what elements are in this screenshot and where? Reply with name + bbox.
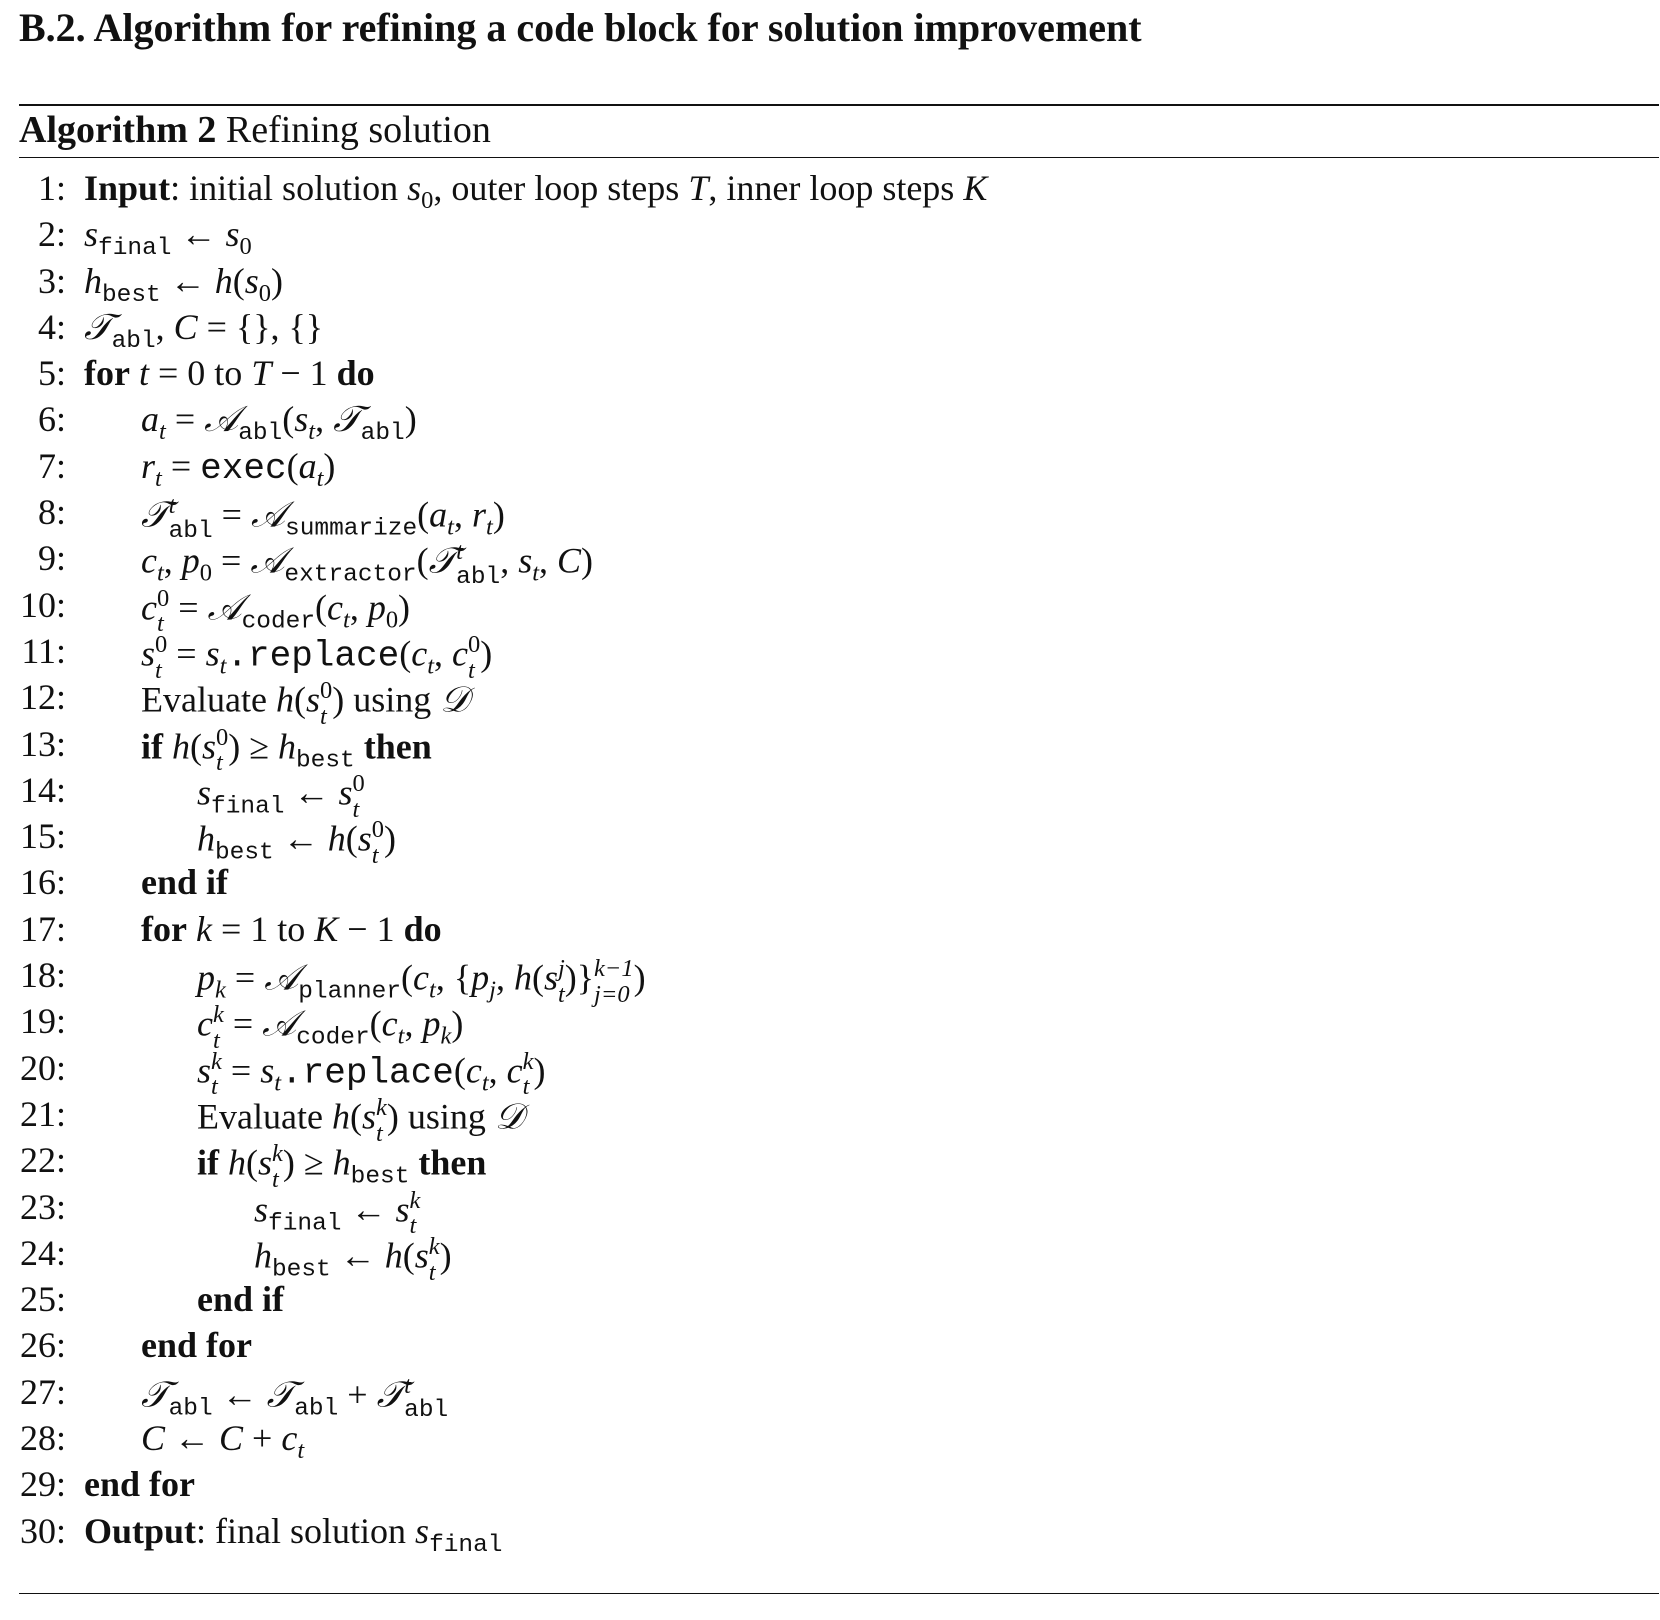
line-content: Evaluate h(s 0 t ) using 𝒟 [141,677,469,730]
line-content: $s_{final}$ ← $s_0$ [84,214,252,263]
keyword-input: Input [84,168,171,208]
line-content: 𝒯$_{abl}$ ← 𝒯$_{abl}$ + 𝒯 t abl [141,1371,449,1425]
line-content: 𝒯$_{abl}$, C = {}, {} [84,306,324,355]
line-content: 𝒯 t abl = $𝒜_{summarize}(a_t$, $r_t$) [141,492,505,545]
line-content: if h(s 0 t ) ≥ $h_{best}$ then [141,723,432,777]
line-number: 20: [19,1047,66,1088]
line-content: $c_t$, $p_0$ = 𝒜$_{extractor}$(𝒯 t abl , $s_t$, C) [141,538,594,592]
algorithm-line [0,905,1660,951]
algorithm-line [0,257,1660,309]
line-number: 6: [37,399,66,440]
algorithm-line [0,997,1660,1055]
line-number: 19: [19,1001,66,1042]
line-number: 15: [19,816,66,857]
algorithm-line [0,1507,1660,1559]
line-number: 10: [19,584,66,625]
algorithm-line [0,534,1660,592]
algorithm-title: Refining solution [225,109,491,151]
algorithm-line [0,395,1660,448]
line-content: Output: final solution $s_{final}$ [84,1510,503,1559]
line-number: 1: [37,168,66,208]
algorithm-caption [19,108,491,152]
line-content: end for [84,1464,195,1505]
line-number: 23: [19,1186,66,1227]
line-content: $a_t$ = $𝒜_{abl}(s_t$, 𝒯$_{abl}$) [141,399,417,448]
algorithm-line [0,581,1660,638]
algorithm-caption-rule [19,157,1659,158]
line-number: 7: [37,445,66,486]
line-content: $s_{final}$ ← s 0 t [197,769,365,823]
algorithm-line [0,210,1660,263]
algorithm-line [0,951,1660,1008]
line-number: 25: [19,1279,66,1320]
line-number: 24: [19,1232,66,1273]
line-content: $h_{best}$ ← h(s 0 t ) [197,816,396,869]
line-content: end if [141,862,229,903]
algorithm-line [0,1368,1660,1425]
line-number: 11: [21,630,66,671]
line-content: end if [197,1279,285,1320]
line-content: c k t = $𝒜_{coder}(c_t$, $p_k$) [197,1001,464,1055]
algorithm-line [0,164,1660,214]
algorithm-line [0,1229,1660,1286]
algorithm-line [0,1136,1660,1193]
line-content: Input: initial solution $s_0$, outer loop steps T, inner loop steps K [84,168,988,214]
line-content: for t = 0 to T − 1 do [84,353,375,394]
algorithm-line [0,766,1660,823]
algorithm-line [0,1183,1660,1240]
algorithm-line [0,858,1660,904]
algorithm-body [0,164,1660,1559]
line-number: 2: [37,214,66,255]
algorithm-line [0,1044,1660,1101]
line-number: 21: [19,1093,66,1134]
line-content: s 0 t = $s_t.replace(c_t$, c 0 t ) [141,630,493,684]
algorithm-line [0,673,1660,730]
line-number: 22: [19,1140,66,1181]
algorithm-line [0,1090,1660,1147]
line-number: 13: [19,723,66,764]
line-number: 12: [19,677,66,718]
line-number: 18: [19,955,66,996]
line-content: Evaluate h(s k t ) using 𝒟 [197,1093,524,1147]
line-content: for k = 1 to K − 1 do [141,908,442,949]
line-content: if h(s k t ) ≥ $h_{best}$ then [197,1140,487,1193]
line-content: $h_{best}$ ← $h(s_0)$ [84,260,283,309]
algorithm-line [0,442,1660,492]
line-number: 4: [37,306,66,347]
algorithm-line [0,1460,1660,1506]
section-heading: B.2. Algorithm for refining a code block for solution improvement [19,5,1142,50]
line-number: 8: [37,492,66,533]
line-number: 16: [19,862,66,903]
algorithm-line [0,1275,1660,1321]
algorithm-bottom-rule [19,1593,1659,1594]
algorithm-line [0,627,1660,684]
line-number: 3: [37,260,66,301]
line-number: 17: [19,908,66,949]
line-content: end for [141,1325,252,1366]
line-number: 14: [19,769,66,810]
line-number: 28: [19,1418,66,1459]
algorithm-line [0,1321,1660,1367]
line-content: $s_{final}$ ← s k t [254,1186,421,1240]
line-content: c 0 t = $𝒜_{coder}(c_t$, $p_0$) [141,584,411,638]
algorithm-line [0,720,1660,777]
algorithm-top-rule [19,104,1659,106]
algorithm-label: Algorithm 2 [19,109,217,151]
line-content: C ← $C + c_t$ [141,1418,305,1464]
keyword-output: Output [84,1510,197,1551]
line-content: s k t = $s_t.replace(c_t$, c k t ) [197,1047,546,1101]
line-content: $h_{best}$ ← h(s k t ) [254,1232,452,1286]
line-number: 9: [37,538,66,579]
line-content: $r_t$ = $exec(a_t)$ [141,445,336,492]
line-number: 26: [19,1325,66,1366]
algorithm-line [0,488,1660,545]
line-number: 5: [37,353,66,394]
algorithm-line [0,812,1660,869]
algorithm-line [0,1414,1660,1464]
line-number: 27: [19,1371,66,1412]
algorithm-line [0,349,1660,395]
algorithm-line [0,303,1660,355]
line-content: $p_k$ = $𝒜_{planner}(c_t$, {$p_j$, h(s j t )} k−1 j=0 ) [197,955,646,1008]
line-number: 30: [19,1510,66,1551]
line-number: 29: [19,1464,66,1505]
